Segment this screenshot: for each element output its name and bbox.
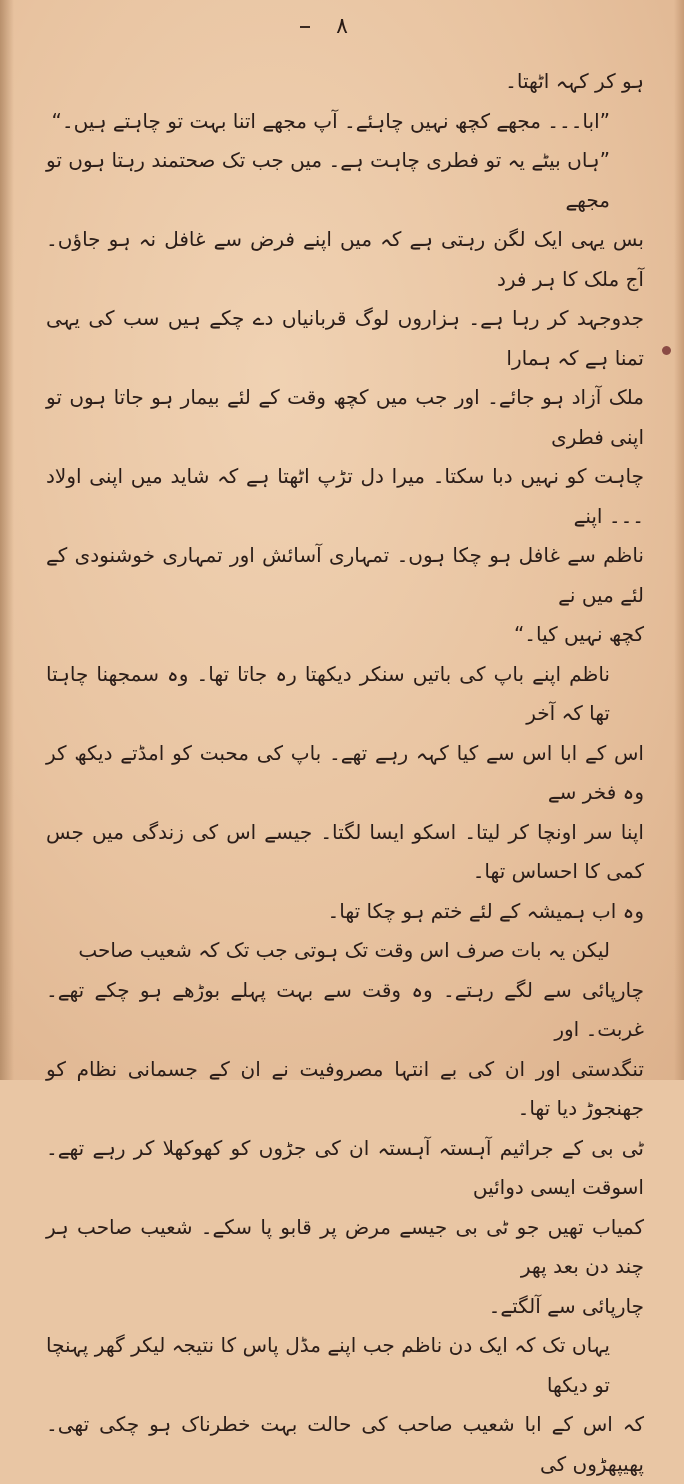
ink-spot: [662, 346, 671, 355]
text-line: جدوجہد کر رہا ہے۔ ہزاروں لوگ قربانیاں دے چکے ہیں سب کی یہی تمنا ہے کہ ہمارا: [46, 306, 644, 370]
text-line: چارپائی سے آلگتے۔: [488, 1293, 644, 1318]
text-line: لیکن یہ بات صرف اس وقت تک ہوتی جب تک کہ شعیب صاحب: [78, 938, 610, 962]
text-line: چارپائی سے لگے رہتے۔ وہ وقت سے بہت پہلے بوڑھے ہو چکے تھے۔ غربت۔ اور: [46, 977, 644, 1041]
text-line: ناظم اپنے باپ کی باتیں سنکر دیکھتا رہ جاتا تھا۔ وہ سمجھنا چاہتا تھا کہ آخر: [46, 661, 610, 725]
text-line: ناظم سے غافل ہو چکا ہوں۔ تمہاری آسائش اور تمہاری خوشنودی کے لئے میں نے: [46, 543, 644, 607]
urdu-body-text: [46, 62, 644, 1484]
text-line: کمیاب تھیں جو ٹی بی جیسے مرض پر قابو پا سکے۔ شعیب صاحب ہر چند دن بعد پھر: [46, 1214, 644, 1278]
text-line: یہاں تک کہ ایک دن ناظم جب اپنے مڈل پاس کا نتیجہ لیکر گھر پہنچا تو دیکھا: [46, 1333, 610, 1397]
page-number: ۸: [336, 14, 348, 39]
text-line: اس کے ابا اس سے کیا کہہ رہے تھے۔ باپ کی محبت کو امڈتے دیکھ کر وہ فخر سے: [46, 740, 644, 804]
text-line: ”ابا۔۔۔ مجھے کچھ نہیں چاہئے۔ آپ مجھے اتنا بہت تو چاہتے ہیں۔“: [51, 108, 610, 133]
text-line: ہو کر کہہ اٹھتا۔: [505, 69, 644, 93]
text-line: ٹی بی کے جراثیم آہستہ آہستہ ان کی جڑوں کو کھوکھلا کر رہے تھے۔ اسوقت ایسی دوائیں: [46, 1135, 644, 1199]
page-shadow-right: [674, 0, 684, 1080]
text-line: چاہت کو نہیں دبا سکتا۔ میرا دل تڑپ اٹھتا ہے کہ شاید میں اپنی اولاد ۔۔۔ اپنے: [46, 464, 644, 528]
page-shadow-left: [0, 0, 14, 1080]
page-number-mark: [300, 26, 310, 28]
text-line: تنگدستی اور ان کی بے انتہا مصروفیت نے ان کے جسمانی نظام کو جھنجوڑ دیا تھا۔: [46, 1056, 644, 1120]
text-line: اپنا سر اونچا کر لیتا۔ اسکو ایسا لگتا۔ جیسے اس کی زندگی میں جس کمی کا احساس تھا۔: [46, 819, 644, 883]
text-line: ملک آزاد ہو جائے۔ اور جب میں کچھ وقت کے لئے بیمار ہو جاتا ہوں تو اپنی فطری: [46, 385, 644, 449]
text-line: کچھ نہیں کیا۔“: [513, 622, 644, 646]
text-line: کہ اس کے ابا شعیب صاحب کی حالت بہت خطرناک ہو چکی تھی۔ پھیپھڑوں کی: [46, 1412, 644, 1476]
text-line: ”ہاں بیٹے یہ تو فطری چاہت ہے۔ میں جب تک صحتمند رہتا ہوں تو مجھے: [46, 148, 610, 212]
text-line: وہ اب ہمیشہ کے لئے ختم ہو چکا تھا۔: [327, 898, 644, 923]
text-line: بس یہی ایک لگن رہتی ہے کہ میں اپنے فرض سے غافل نہ ہو جاؤں۔ آج ملک کا ہر فرد: [46, 227, 644, 291]
